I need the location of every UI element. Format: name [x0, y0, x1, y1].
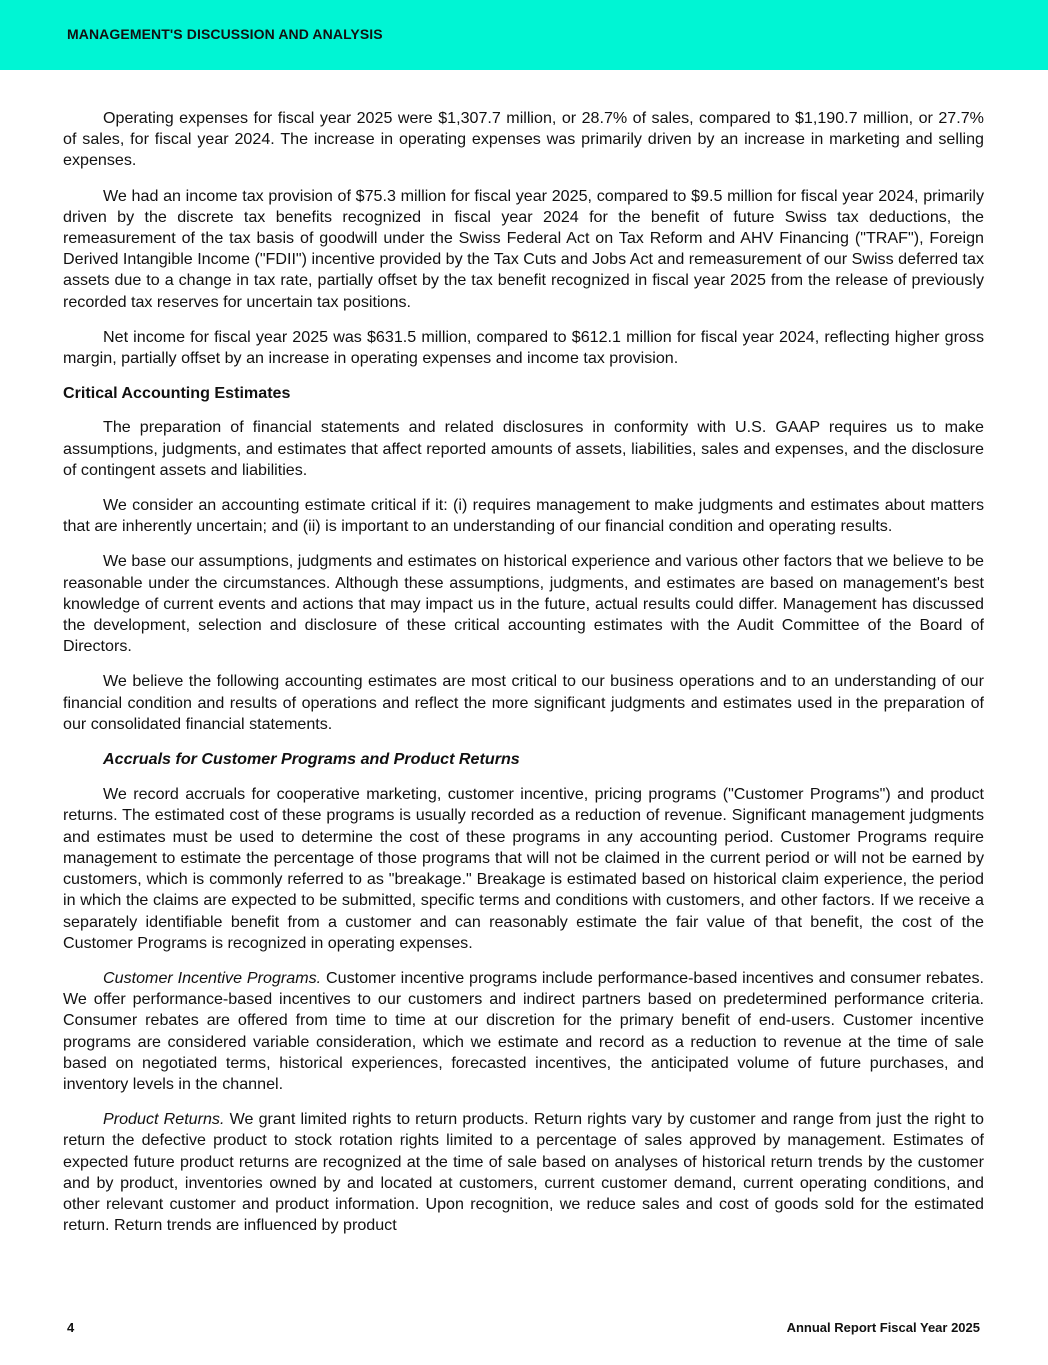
paragraph-most-critical-estimates: We believe the following accounting estimates are most critical to our business operations and to an understanding of our financial condition and results of operations and reflect the more significant judgments and estimates used in the preparation of our consolidated financial statements. — [63, 672, 984, 733]
paragraph-financial-statements: The preparation of financial statements and related disclosures in conformity with U.S. GAAP requires us to make assumptions, judgments, and estimates that affect reported amounts of assets, liabilities, sales and expenses, and the disclosure of contingent assets and liabilities. — [63, 418, 984, 479]
paragraph-income-tax: We had an income tax provision of $75.3 million for fiscal year 2025, compared to $9.5 million for fiscal year 2024, primarily driven by the discrete tax benefits recognized in fiscal year 2024 for the benefit of future Swiss tax deductions, the remeasurement of the tax basis of goodwill under the Swiss Federal Act on Tax Reform and AHV Financing ("TRAF"), Foreign Derived Intangible Income ("FDII") incentive provided by the Tax Cuts and Jobs Act and remeasurement of our Swiss deferred tax assets due to a change in tax rate, partially offset by the tax benefit recognized in fiscal year 2025 from the release of previously recorded tax reserves for uncertain tax positions. — [63, 186, 984, 311]
text-product-returns: We grant limited rights to return products. Return rights vary by customer and range from just the right to return the defective product to stock rotation rights limited to a percentage of sales approved by management. Estimates of expected future product returns are recognized at the time of sale based on analyses of historical return trends by the customer and by product, inventories owned by and located at customers, current customer demand, current operating conditions, and other relevant customer and product information. Upon recognition, we reduce sales and cost of goods sold for the estimated return. Return trends are influenced by product — [63, 1110, 984, 1235]
footer-report-title: Annual Report Fiscal Year 2025 — [786, 1320, 980, 1335]
subheading-accruals-customer-programs: Accruals for Customer Programs and Product Returns — [103, 750, 520, 769]
section-heading-critical-accounting-estimates: Critical Accounting Estimates — [63, 384, 291, 403]
header-band — [0, 0, 1048, 70]
section-header-title: MANAGEMENT'S DISCUSSION AND ANALYSIS — [67, 26, 383, 42]
paragraph-customer-incentive-programs — [63, 968, 984, 1095]
paragraph-critical-estimate-definition: We consider an accounting estimate critical if it: (i) requires management to make judgments and estimates about matters that are inherently uncertain; and (ii) is important to an understanding of our financial condition and operating results. — [63, 496, 984, 536]
paragraph-accruals: We record accruals for cooperative marketing, customer incentive, pricing programs ("Customer Programs") and product returns. The estimated cost of these programs is usually recorded as a reduction of revenue. Significant management judgments and estimates must be used to determine the cost of these programs in any accounting period. Customer Programs require management to estimate the percentage of those programs that will not be claimed in the current period or will not be earned by customers, which is commonly referred to as "breakage." Breakage is estimated based on historical claim experience, the period in which the claims are expected to be submitted, specific terms and conditions with customers, and other factors. If we receive a separately identifiable benefit from a customer and can reasonably estimate the fair value of that benefit, the cost of the Customer Programs is recognized in operating expenses. — [63, 785, 984, 952]
page-number: 4 — [67, 1320, 75, 1335]
paragraph-product-returns — [63, 1109, 984, 1236]
document-body — [63, 108, 984, 1250]
lead-in-product-returns: Product Returns. — [103, 1110, 225, 1129]
paragraph-assumptions-basis: We base our assumptions, judgments and estimates on historical experience and various other factors that we believe to be reasonable under the circumstances. Although these assumptions, judgments, and estimates are based on management's best knowledge of current events and actions that may impact us in the future, actual results could differ. Management has discussed the development, selection and disclosure of these critical accounting estimates with the Audit Committee of the Board of Directors. — [63, 552, 984, 656]
lead-in-customer-incentive-programs: Customer Incentive Programs. — [103, 968, 322, 987]
paragraph-net-income: Net income for fiscal year 2025 was $631.5 million, compared to $612.1 million for fiscal year 2024, reflecting higher gross margin, partially offset by an increase in operating expenses and income tax provision. — [63, 327, 984, 368]
text-customer-incentive-programs: Customer incentive programs include performance-based incentives and consumer rebates. We offer performance-based incentives to our customers and indirect partners based on predetermined performance criteria. Consumer rebates are offered from time to time at our discretion for the primary benefit of end-users. Customer incentive programs are considered variable consideration, which we estimate and record as a reduction to revenue at the time of sale based on negotiated terms, historical experiences, forecasted incentives, the anticipated volume of future purchases, and inventory levels in the channel. — [63, 968, 984, 1093]
paragraph-operating-expenses: Operating expenses for fiscal year 2025 were $1,307.7 million, or 28.7% of sales, compared to $1,190.7 million, or 27.7% of sales, for fiscal year 2024. The increase in operating expenses was primarily driven by an increase in marketing and selling expenses. — [63, 109, 984, 170]
